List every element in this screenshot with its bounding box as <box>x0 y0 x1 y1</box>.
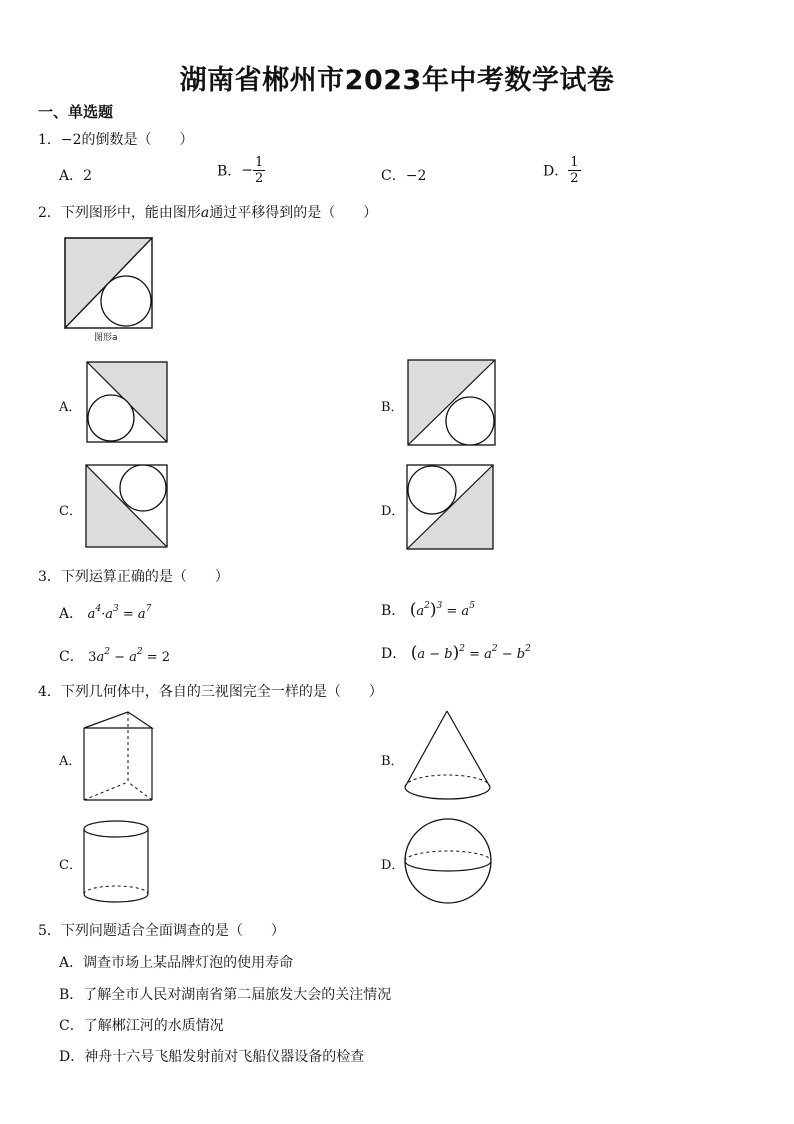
q2-option-a-figure <box>87 362 167 442</box>
q2-option-a-label: A． <box>59 400 82 415</box>
page-title: 湖南省郴州市2023年中考数学试卷 <box>179 65 615 96</box>
q1-option-c-label: C． <box>381 168 406 184</box>
q2-option-b-figure <box>408 360 495 445</box>
q3-option-d <box>381 643 531 663</box>
q1-option-c-text: −2 <box>405 168 427 184</box>
q2-stem-after: 通过平移得到的是（ ） <box>209 205 378 221</box>
q4-option-d-sphere <box>403 818 493 904</box>
q1-option-b-fraction <box>253 155 265 186</box>
q4-option-c-label: C． <box>59 858 82 873</box>
q4-option-b-label: B． <box>381 754 404 769</box>
q1-option-b-denominator: 2 <box>255 171 264 186</box>
q3-option-c-label: C． <box>59 649 84 665</box>
q3-option-a <box>59 603 151 623</box>
figure-a-caption: 图形a <box>94 333 118 343</box>
question-2-stem <box>38 202 377 222</box>
q5-option-b: B．了解全市人民对湖南省第二届旅发大会的关注情况 <box>59 987 392 1003</box>
q1-option-d-denominator: 2 <box>570 171 579 186</box>
question-1-stem: 1．−2的倒数是（ ） <box>38 132 194 148</box>
q1-option-a-text: 2 <box>83 168 93 184</box>
q3-option-b <box>381 600 475 620</box>
q1-option-d <box>543 155 581 186</box>
q4-option-d-label: D． <box>381 858 405 873</box>
q1-option-b-label: B． <box>217 163 242 180</box>
q1-option-d-label: D． <box>543 163 569 180</box>
q1-option-a <box>59 165 92 185</box>
q2-option-c-label: C． <box>59 504 82 519</box>
q1-option-b-numerator: 1 <box>255 155 264 170</box>
q2-stem-before: 2．下列图形中，能由图形 <box>38 205 201 221</box>
q3-option-a-label: A． <box>59 606 84 622</box>
q2-option-d-figure <box>407 465 493 549</box>
q4-option-b-cone <box>403 711 493 801</box>
q1-option-c <box>381 165 426 185</box>
q2-option-c-figure <box>86 465 167 547</box>
q4-option-c-cylinder <box>82 820 152 904</box>
q3-option-b-label: B． <box>381 603 406 619</box>
q3-option-d-label: D． <box>381 646 407 662</box>
q4-option-a-label: A． <box>59 754 82 769</box>
q1-option-b-sign: − <box>241 162 254 179</box>
q3-option-d-expr: $(a - b)^2 = a^2 - b^2$ <box>410 643 531 663</box>
q3-option-c <box>59 646 170 666</box>
q1-option-d-fraction <box>568 155 580 186</box>
q1-option-b <box>217 155 265 186</box>
q3-option-b-expr: $(a^2)^3 = a^5$ <box>409 600 475 620</box>
q4-option-a-prism <box>80 712 155 802</box>
q2-stem-var: a <box>200 205 210 221</box>
question-5-stem: 5．下列问题适合全面调查的是（ ） <box>38 923 285 939</box>
q1-option-a-label: A． <box>59 168 84 184</box>
figure-a <box>65 238 152 328</box>
q2-option-b-label: B． <box>381 400 404 415</box>
section-heading: 一、单选题 <box>38 103 114 121</box>
q1-option-d-numerator: 1 <box>570 155 579 170</box>
question-3-stem: 3．下列运算正确的是（ ） <box>38 569 229 585</box>
q3-option-c-expr: $3a^2 - a^2 = 2$ <box>88 647 171 665</box>
q5-option-c: C．了解郴江河的水质情况 <box>59 1018 224 1034</box>
q3-option-a-expr: $a^4\cdot a^3 = a^7$ <box>87 604 152 622</box>
q2-option-d-label: D． <box>381 504 405 519</box>
q5-option-a: A．调查市场上某品牌灯泡的使用寿命 <box>59 955 294 971</box>
question-4-stem: 4．下列几何体中，各自的三视图完全一样的是（ ） <box>38 684 383 700</box>
q5-option-d: D．神舟十六号飞船发射前对飞船仪器设备的检查 <box>59 1049 365 1065</box>
